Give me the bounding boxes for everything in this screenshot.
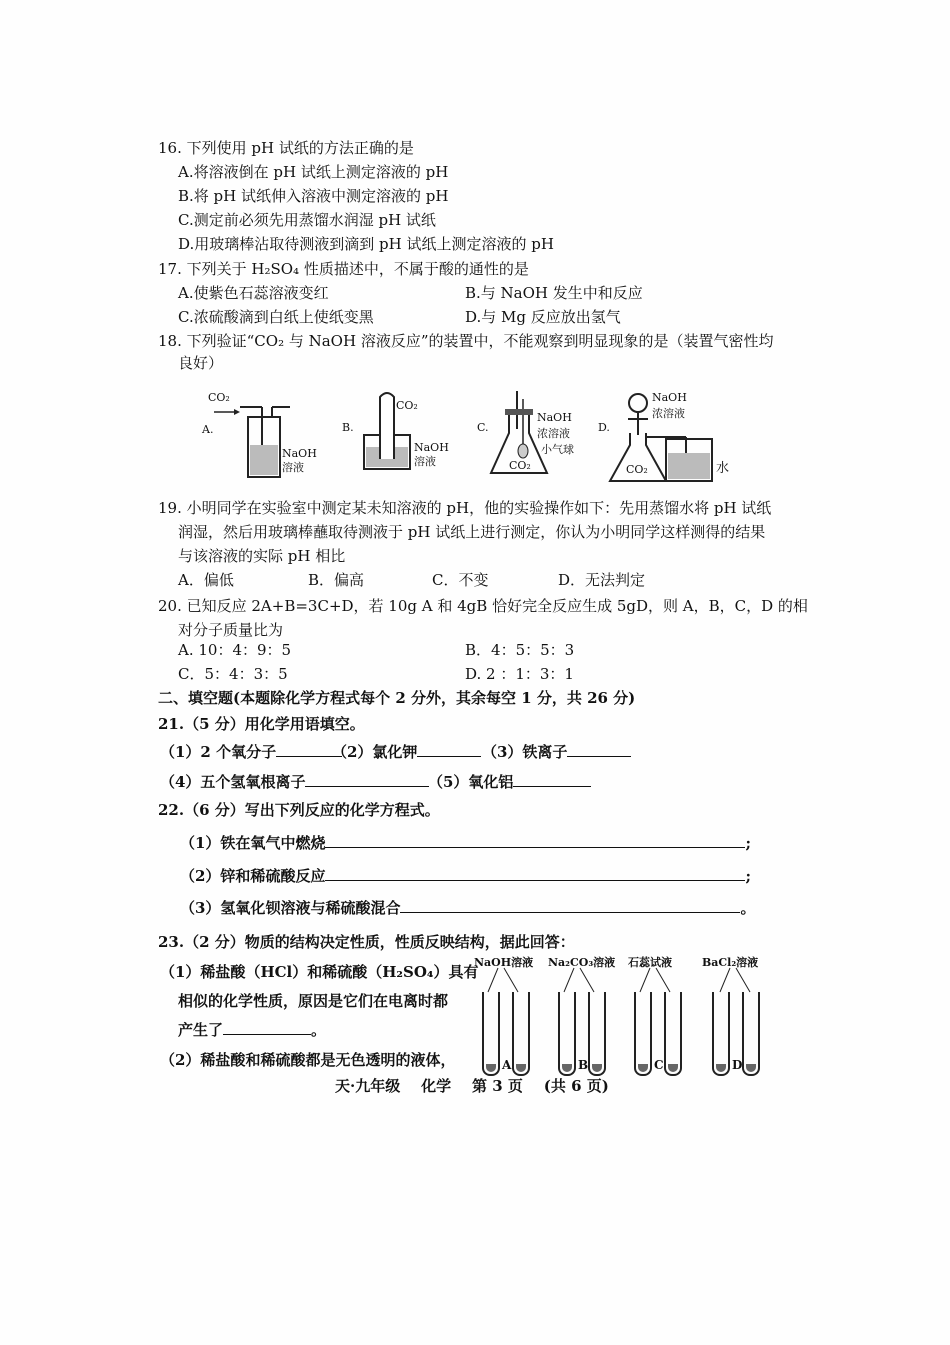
q23-line-1: （1）稀盐酸（HCl）和稀硫酸（H₂SO₄）具有: [160, 963, 479, 981]
q16-option-a: A.将溶液倒在 pH 试纸上测定溶液的 pH: [178, 163, 449, 181]
q20-option-d: D. 2 ：1：3：1: [465, 665, 574, 683]
tube-pair-d-label: D: [732, 1058, 743, 1072]
q16-option-d: D.用玻璃棒沾取待测液到滴到 pH 试纸上测定溶液的 pH: [178, 235, 554, 253]
fig-d-label: D.: [598, 421, 610, 434]
fig-b-liquid: NaOH: [414, 441, 449, 454]
q17-option-d: D.与 Mg 反应放出氢气: [465, 308, 621, 326]
answer-blank[interactable]: [223, 1020, 311, 1035]
fig-a-label: A.: [202, 423, 214, 436]
q23-stem: 23.（2 分）物质的结构决定性质，性质反映结构，据此回答：: [158, 933, 575, 951]
section-2-heading: 二、填空题(本题除化学方程式每个 2 分外，其余每空 1 分，共 26 分): [158, 689, 636, 707]
tube-a-reagent: NaOH溶液: [474, 956, 534, 969]
answer-blank[interactable]: [513, 772, 591, 787]
q20-option-a: A. 10：4：9：5: [178, 641, 292, 659]
q22-item-1: [180, 833, 751, 853]
answer-blank[interactable]: [305, 772, 429, 787]
fig-b-liquid2: 溶液: [414, 455, 436, 468]
q19-option-a: A．偏低: [178, 571, 234, 589]
q17-option-a: A.使紫色石蕊溶液变红: [178, 284, 329, 302]
q20-line-2: 对分子质量比为: [178, 621, 284, 639]
test-tube-icon: [712, 992, 730, 1076]
tube-pair-c-label: C: [654, 1058, 664, 1072]
q22-item-2-label: （2）锌和稀硫酸反应: [180, 867, 326, 885]
beaker-test-tube-icon: [340, 385, 450, 485]
q18-figure-a: [200, 385, 320, 485]
tube-c-reagent: 石蕊试液: [628, 956, 672, 969]
fig-a-liquid: NaOH: [282, 447, 317, 460]
q17-option-b: B.与 NaOH 发生中和反应: [465, 284, 643, 302]
answer-blank[interactable]: [567, 742, 631, 757]
test-tube-icon: [512, 992, 530, 1076]
q19-option-d: D．无法判定: [558, 571, 646, 589]
q16-option-b: B.将 pH 试纸伸入溶液中测定溶液的 pH: [178, 187, 449, 205]
test-tube-icon: [742, 992, 760, 1076]
q21-item-3: [482, 742, 631, 762]
tube-pair-a-label: A: [502, 1058, 512, 1072]
fig-d-water: 水: [716, 461, 730, 476]
q22-item-3-end: 。: [740, 899, 756, 917]
answer-blank[interactable]: [400, 898, 740, 913]
answer-blank[interactable]: [325, 866, 745, 881]
q18-stem-cont: 良好）: [178, 354, 224, 372]
q23-line-3-label: 产生了: [178, 1021, 224, 1039]
q19-option-c: C．不变: [432, 571, 489, 589]
q22-stem: 22.（6 分）写出下列反应的化学方程式。: [158, 801, 440, 819]
fig-c-gas: CO₂: [509, 459, 531, 472]
q21-item-3-label: （3）铁离子: [482, 743, 568, 761]
test-tube-icon: [634, 992, 652, 1076]
fig-c-liquid: NaOH: [537, 411, 572, 424]
fig-b-gas: CO₂: [396, 399, 418, 412]
answer-blank[interactable]: [325, 833, 745, 848]
q21-item-5-label: （5）氧化铝: [428, 773, 514, 791]
q23-line-4: （2）稀盐酸和稀硫酸都是无色透明的液体，: [160, 1051, 456, 1069]
q21-item-4-label: （4）五个氢氧根离子: [160, 773, 306, 791]
q21-item-1: [160, 742, 342, 762]
q21-item-4: [160, 772, 429, 792]
test-tube-icon: [558, 992, 576, 1076]
q23-test-tubes-figure: [470, 952, 770, 1077]
test-tube-icon: [588, 992, 606, 1076]
q17-option-c: C.浓硫酸滴到白纸上使纸变黑: [178, 308, 374, 326]
q19-line-1: 19. 小明同学在实验室中测定某未知溶液的 pH，他的实验操作如下：先用蒸馏水将 pH 试纸: [158, 499, 772, 517]
q19-line-2: 润湿，然后用玻璃棒蘸取待测液于 pH 试纸上进行测定，你认为小明同学这样测得的结果: [178, 523, 766, 541]
tube-d-reagent: BaCl₂溶液: [702, 956, 759, 969]
fig-a-gas: CO₂: [208, 391, 230, 404]
q20-line-1: 20. 已知反应 2A+B=3C+D，若 10g A 和 4gB 恰好完全反应生成 5gD，则 A，B，C，D 的相: [158, 597, 808, 615]
q21-item-5: [428, 772, 591, 792]
q20-option-c: C．5：4：3：5: [178, 665, 288, 683]
fig-c-label: C.: [477, 421, 489, 434]
q22-item-2-end: ;: [745, 867, 751, 885]
fig-d-liquid: NaOH: [652, 391, 687, 404]
q19-option-b: B．偏高: [308, 571, 365, 589]
q22-item-2: [180, 866, 751, 886]
q22-item-1-label: （1）铁在氧气中燃烧: [180, 834, 326, 852]
q22-item-3-label: （3）氢氧化钡溶液与稀硫酸混合: [180, 899, 401, 917]
q21-item-2: [332, 742, 481, 762]
answer-blank[interactable]: [417, 742, 481, 757]
q22-item-1-end: ;: [745, 834, 751, 852]
q23-line-2: 相似的化学性质，原因是它们在电离时都: [178, 992, 449, 1010]
q23-line-3-end: 。: [311, 1021, 327, 1039]
q23-line-3: [178, 1020, 326, 1040]
q16-option-c: C.测定前必须先用蒸馏水润湿 pH 试纸: [178, 211, 436, 229]
q21-item-1-label: （1）2 个氧分子: [160, 743, 277, 761]
page-footer: 天·九年级 化学 第 3 页 (共 6 页): [335, 1077, 609, 1095]
q18-figure-b: [340, 385, 450, 485]
test-tube-icon: [664, 992, 682, 1076]
fig-a-liquid2: 溶液: [282, 461, 304, 474]
q19-line-3: 与该溶液的实际 pH 相比: [178, 547, 346, 565]
q21-stem: 21.（5 分）用化学用语填空。: [158, 715, 365, 733]
conical-flask-balloon-icon: [475, 385, 595, 490]
q18-figure-c: [475, 385, 595, 490]
q20-option-b: B．4：5：5：3: [465, 641, 575, 659]
q21-item-2-label: （2）氯化钾: [332, 743, 418, 761]
fig-c-balloon: 小气球: [541, 443, 574, 456]
fig-d-gas: CO₂: [626, 463, 648, 476]
fig-c-liquid2: 浓溶液: [537, 427, 570, 440]
fig-d-liquid2: 浓溶液: [652, 407, 685, 420]
q17-stem: 17. 下列关于 H₂SO₄ 性质描述中，不属于酸的通性的是: [158, 260, 529, 278]
tube-pair-b-label: B: [578, 1058, 589, 1072]
q22-item-3: [180, 898, 755, 918]
fig-b-label: B.: [342, 421, 354, 434]
q18-figure-d: [598, 385, 748, 490]
q16-stem: 16. 下列使用 pH 试纸的方法正确的是: [158, 139, 414, 157]
q18-stem: 18. 下列验证“CO₂ 与 NaOH 溶液反应”的装置中，不能观察到明显现象的是（装置气密性均: [158, 332, 774, 350]
test-tube-icon: [482, 992, 500, 1076]
tube-b-reagent: Na₂CO₃溶液: [548, 956, 616, 969]
